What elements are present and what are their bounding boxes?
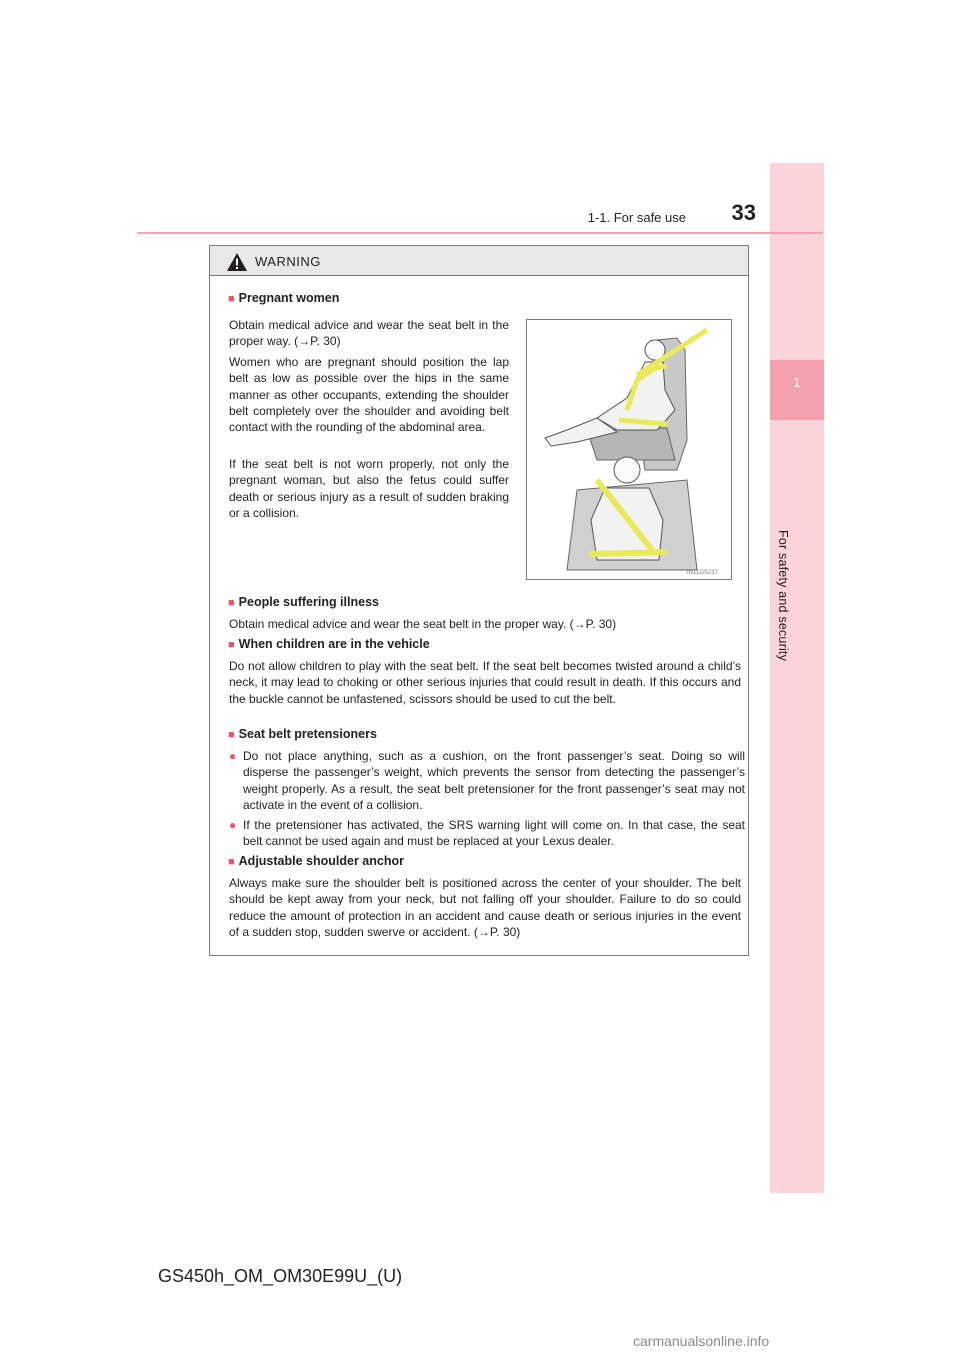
pregnant-para-2: Women who are pregnant should position the lap belt as low as possible over the hips in the same manner as other occupants, extending the shoulder belt completely over the shoulder and avoiding belt contact with the rounding of the abdominal area. xyxy=(229,355,509,435)
chapter-title: For safety and security xyxy=(776,530,790,662)
round-bullet-icon: ● xyxy=(229,818,237,832)
chapter-side-strip xyxy=(770,163,824,1193)
square-bullet-icon: ■ xyxy=(228,639,235,651)
warning-header xyxy=(210,246,748,276)
chapter-number: 1 xyxy=(793,374,801,390)
children-text: Do not allow children to play with the seat belt. If the seat belt becomes twisted around a child’s neck, it may lead to choking or other serious injuries that could result in death. If this occurs and the buckle cannot be unfastened, scissors should be used to cut the belt. xyxy=(229,659,741,706)
pregnant-para-1: Obtain medical advice and wear the seat belt in the proper way. (→P. 30) xyxy=(229,318,509,349)
heading-pregnant-women: ■ Pregnant women xyxy=(228,291,340,305)
square-bullet-icon: ■ xyxy=(228,597,235,609)
heading-children: ■ When children are in the vehicle xyxy=(228,637,430,651)
pretensioner-bullet-2: ● If the pretensioner has activated, the SRS warning light will come on. In that case, the seat belt cannot be used again and must be replaced at your Lexus dealer. xyxy=(229,818,745,849)
header-divider xyxy=(137,232,823,234)
illness-text: Obtain medical advice and wear the seat belt in the proper way. (→P. 30) xyxy=(229,617,617,631)
warning-box xyxy=(209,245,749,956)
watermark: carmanualsonline.info xyxy=(633,1333,770,1349)
page-number: 33 xyxy=(731,200,756,225)
round-bullet-icon: ● xyxy=(229,749,237,763)
pretensioner-bullet-1: ● Do not place anything, such as a cushion, on the front passenger’s seat. Doing so will disperse the passenger’s weight, which prevents the sensor from detecting the passenger’s weight properly. As a result, the seat belt pretensioner for the front passenger’s seat may not activate in the event of a collision. xyxy=(229,749,745,812)
pregnant-para-3: If the seat belt is not worn properly, not only the pregnant woman, but also the fetus could suffer death or serious injury as a result of sudden braking or a collision. xyxy=(229,457,509,520)
heading-shoulder-anchor: ■ Adjustable shoulder anchor xyxy=(228,854,404,868)
manual-code: GS450h_OM_OM30E99U_(U) xyxy=(158,1266,403,1286)
seatbelt-diagram-icon xyxy=(527,320,731,579)
shoulder-anchor-text: Always make sure the shoulder belt is positioned across the center of your shoulder. The belt should be kept away from your neck, but not falling off your shoulder. Failure to do so could reduce the amount of protection in an accident and cause death or serious injuries in the event of a sudden stop, sudden swerve or accident. (→P. 30) xyxy=(229,876,741,939)
section-title: 1-1. For safe use xyxy=(587,210,686,225)
chapter-tab[interactable] xyxy=(770,360,824,420)
pregnant-seatbelt-illustration xyxy=(526,319,732,580)
square-bullet-icon: ■ xyxy=(228,856,235,868)
heading-pretensioners: ■ Seat belt pretensioners xyxy=(228,727,377,741)
square-bullet-icon: ■ xyxy=(228,293,235,305)
warning-title: WARNING xyxy=(255,254,321,269)
heading-illness: ■ People suffering illness xyxy=(228,595,379,609)
svg-text:IN11GS237: IN11GS237 xyxy=(687,570,718,576)
square-bullet-icon: ■ xyxy=(228,729,235,741)
warning-triangle-icon xyxy=(227,253,247,271)
